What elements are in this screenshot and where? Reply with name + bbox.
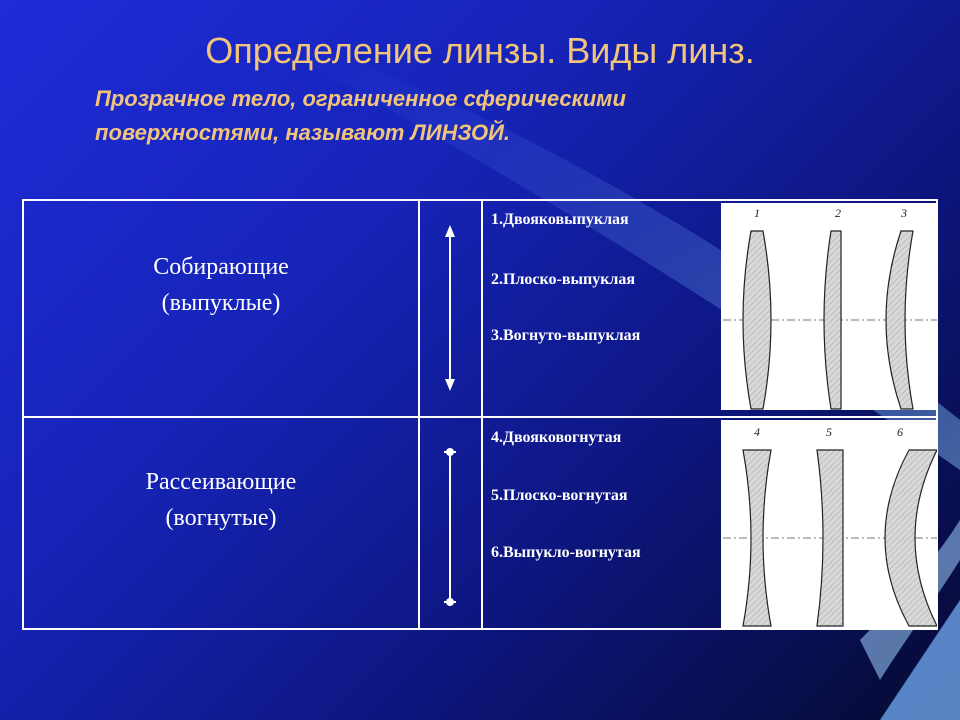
lens-label-2: 2.Плоско-выпуклая	[491, 271, 636, 288]
definition-text	[95, 82, 915, 150]
page-title: Определение линзы. Виды линз.	[205, 30, 755, 71]
category-diverging	[24, 464, 418, 536]
lens-types-table	[22, 199, 938, 630]
lens-label-4: 4.Двояковогнутая	[491, 429, 622, 446]
column-divider-2	[481, 201, 483, 628]
converging-lenses-figure	[721, 203, 937, 410]
diverging-lens-symbol-icon	[434, 444, 466, 612]
plano-convex-lens-shape	[824, 231, 841, 409]
meniscus-convex-lens-shape	[886, 231, 913, 409]
figure-number-3: 3	[901, 206, 907, 220]
converging-lens-symbol-icon	[434, 223, 466, 393]
lens-label-1: 1.Двояковыпуклая	[491, 211, 629, 228]
diverging-lenses-figure	[721, 420, 937, 628]
figure-number-5: 5	[826, 425, 832, 439]
meniscus-concave-lens-shape	[885, 450, 937, 626]
category-name: Собирающие	[153, 254, 289, 280]
category-converging	[24, 249, 418, 321]
figure-number-6: 6	[897, 425, 903, 439]
lens-label-6: 6.Выпукло-вогнутая	[491, 544, 641, 561]
category-name: Рассеивающие	[145, 469, 297, 495]
category-note: (вогнутые)	[165, 505, 277, 531]
row-divider	[24, 416, 936, 418]
figure-number-1: 1	[754, 206, 760, 220]
definition-line-2: поверхностями, называют ЛИНЗОЙ.	[95, 120, 511, 145]
lens-label-5: 5.Плоско-вогнутая	[491, 487, 628, 504]
lens-label-3: 3.Вогнуто-выпуклая	[491, 327, 641, 344]
category-note: (выпуклые)	[161, 290, 281, 316]
column-divider-1	[418, 201, 420, 628]
figure-number-2: 2	[835, 206, 841, 220]
biconvex-lens-shape	[743, 231, 771, 409]
figure-number-4: 4	[754, 425, 760, 439]
definition-line-1: Прозрачное тело, ограниченное сферическими	[95, 86, 626, 111]
